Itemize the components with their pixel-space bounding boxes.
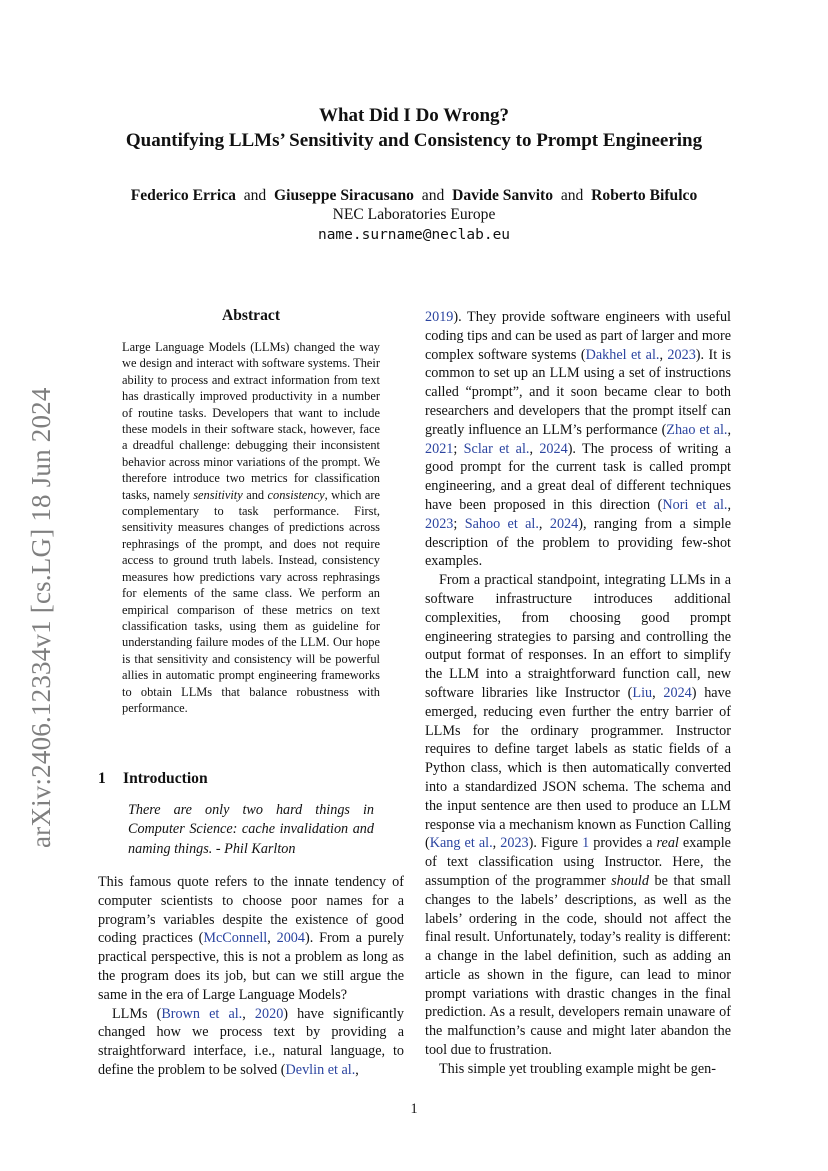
figure-reference-link[interactable]: 1 xyxy=(582,835,590,852)
paragraph-text: LLMs ( xyxy=(112,1005,162,1022)
citation-link[interactable]: Sclar et al. xyxy=(463,440,530,457)
paragraph-text: ). It is common to set up an LLM using a set of instructions called “prompt”, and it soon became clear to both researchers and developers that the prompt itself can greatly influence an LLM’s performance ( xyxy=(425,346,732,438)
citation-link[interactable]: Brown et al. xyxy=(161,1005,243,1022)
section-number: 1 xyxy=(98,770,106,787)
paragraph-text: example of text classification using Instructor. Here, the assumption of the programmer xyxy=(425,835,731,889)
citation-link[interactable]: 2024 xyxy=(663,684,692,701)
paragraph-text: , xyxy=(492,835,501,852)
author-email: name.surname@neclab.eu xyxy=(317,227,511,243)
epigraph-quote: There are only two hard things in Computer Science: cache invalidation and naming things. - Phil Karlton xyxy=(128,802,374,857)
paragraph: This simple yet troubling example might be gen- xyxy=(439,1060,716,1077)
author-list xyxy=(0,186,828,206)
abstract-text: Large Language Models (LLMs) changed the way we design and interact with software systems. Their ability to process and extract information from text has drastically improved productivity in a number of routine tasks. Developers that want to include these models in their software stack, however, face a dreadful challenge: debugging their inconsistent behavior across minor variations of the prompt. We therefore introduce two metrics for classification tasks, namely xyxy=(122,340,380,502)
paragraph-text: From a practical standpoint, integrating LLMs in a software infrastructure introduces additional complexities, from choosing good prompt engineering strategies to parsing and controlling the output format of responses. In an effort to simplify the LLM into a straightforward function call, new software libraries like Instructor ( xyxy=(425,572,731,701)
paragraph-text: , xyxy=(267,930,277,947)
citation-link[interactable]: 2020 xyxy=(254,1005,284,1022)
paragraph xyxy=(425,571,731,1060)
abstract-emphasis: sensitivity xyxy=(193,487,243,502)
right-column-body xyxy=(425,308,731,1079)
emphasis: real xyxy=(656,835,679,852)
title-line-2: Quantifying LLMs’ Sensitivity and Consistency to Prompt Engineering xyxy=(125,130,703,151)
section-title: Introduction xyxy=(123,770,208,787)
paragraph xyxy=(98,873,404,1005)
title-line-1: What Did I Do Wrong? xyxy=(318,105,510,126)
citation-link[interactable]: 2004 xyxy=(276,930,305,947)
citation-link[interactable]: 2023 xyxy=(425,515,454,532)
paragraph-text: , xyxy=(727,421,731,438)
author-separator: and xyxy=(560,187,584,204)
paragraph-text: ). Figure xyxy=(528,835,583,852)
paragraph-text: , xyxy=(529,440,540,457)
paragraph-text: This famous quote refers to the innate tendency of computer scientists to choose poor names for a program’s variables despite the existence of good coding practices ( xyxy=(98,874,404,947)
paragraph xyxy=(425,308,731,571)
paragraph xyxy=(98,1005,404,1080)
citation-link[interactable]: Devlin et al. xyxy=(285,1061,356,1078)
abstract-emphasis: consistency xyxy=(267,487,325,502)
paragraph-text: ) have significantly changed how we process text by providing a straightforward interface, i.e., natural language, to define the problem to be solved ( xyxy=(98,1005,404,1078)
author-4: Roberto Bifulco xyxy=(591,187,698,204)
paragraph-text: provides a xyxy=(589,835,657,852)
paragraph-text: ). From a purely practical perspective, this is not a problem as long as the program does its job, but can we still argue the same in the era of Large Language Models? xyxy=(98,930,405,1003)
citation-link[interactable]: Kang et al. xyxy=(429,835,493,852)
author-2: Giuseppe Siracusano xyxy=(274,187,414,204)
citation-link[interactable]: 2023 xyxy=(500,835,529,852)
paragraph-text: , xyxy=(538,515,550,532)
paragraph-text: , xyxy=(659,346,668,363)
paragraph-text: be that small changes to the labels’ descriptions, as well as the labels’ ordering in the code, should not affect the final result. Unfortunately, today’s reality is different: a change in the label definition, such as adding an article as shown in the figure, can lead to minor prompt variations with drastic changes in the final prediction. As a result, developers remain unaware of the malfunction’s cause and might later abandon the tool due to frustration. xyxy=(425,872,732,1059)
abstract-body xyxy=(122,339,380,716)
citation-link[interactable]: Nori et al. xyxy=(662,496,728,513)
citation-link[interactable]: 2021 xyxy=(425,440,454,457)
author-separator: and xyxy=(243,187,267,204)
paragraph-text: , xyxy=(355,1061,359,1078)
emphasis: should xyxy=(611,872,649,889)
paragraph-text: ). The process of writing a good prompt for the current task is called prompt engineering, and a great deal of different techniques have been proposed in this direction ( xyxy=(425,440,731,513)
paragraph-text: ). They provide software engineers with useful coding tips and can be used as part of larger and more complex software systems ( xyxy=(425,309,731,363)
affiliation: NEC Laboratories Europe xyxy=(332,206,496,223)
citation-link[interactable]: 2024 xyxy=(549,515,579,532)
author-1: Federico Errica xyxy=(130,187,236,204)
citation-link[interactable]: 2023 xyxy=(667,346,696,363)
citation-link[interactable]: Dakhel et al. xyxy=(585,346,660,363)
author-separator: and xyxy=(421,187,445,204)
citation-link[interactable]: Liu xyxy=(632,684,653,701)
page-number: 1 xyxy=(410,1101,418,1117)
section-heading-introduction xyxy=(98,770,208,788)
abstract-text: , which are complementary to task performance. First, sensitivity measures changes of predictions across rephrasings of the prompt, and does not require access to ground truth labels. Instead, consistency measures how predictions vary across rephrasings for elements of the same class. We perform an empirical comparison of these metrics on text classification tasks, using them as guideline for understanding failure modes of the LLM. Our hope is that sensitivity and consistency will be powerful allies in automatic prompt engineering frameworks to obtain LLMs that balance robustness with performance. xyxy=(122,487,380,715)
citation-link[interactable]: Zhao et al. xyxy=(666,421,728,438)
paragraph-text: ) have emerged, reducing even further the entry barrier of LLMs for the ordinary programmer. Instructor requires to define target labels as static fields of a Python class, which is then automatically converted into a standardized JSON schema. The schema and the input sentence are then used to produce an LLM response via a mechanism known as Function Calling ( xyxy=(425,684,731,852)
abstract-text: and xyxy=(242,487,268,502)
left-column-body xyxy=(98,873,404,1080)
paragraph-text: , xyxy=(652,684,664,701)
paragraph-text: , xyxy=(727,496,732,513)
abstract-heading: Abstract xyxy=(221,307,281,324)
author-3: Davide Sanvito xyxy=(452,187,554,204)
citation-link[interactable]: Sahoo et al. xyxy=(464,515,539,532)
paper-title xyxy=(0,103,828,153)
citation-link[interactable]: McConnell xyxy=(203,930,268,947)
citation-link[interactable]: 2019 xyxy=(425,309,454,325)
paragraph-text: ), ranging from a simple description of the problem to providing few-shot examples. xyxy=(425,515,731,570)
arxiv-identifier: arXiv:2406.12334v1 [cs.LG] 18 Jun 2024 xyxy=(26,387,56,848)
paragraph-text: , xyxy=(242,1005,255,1022)
paragraph-text: ; xyxy=(453,515,465,532)
paragraph-text: ; xyxy=(453,440,464,457)
citation-link[interactable]: 2024 xyxy=(539,440,568,457)
